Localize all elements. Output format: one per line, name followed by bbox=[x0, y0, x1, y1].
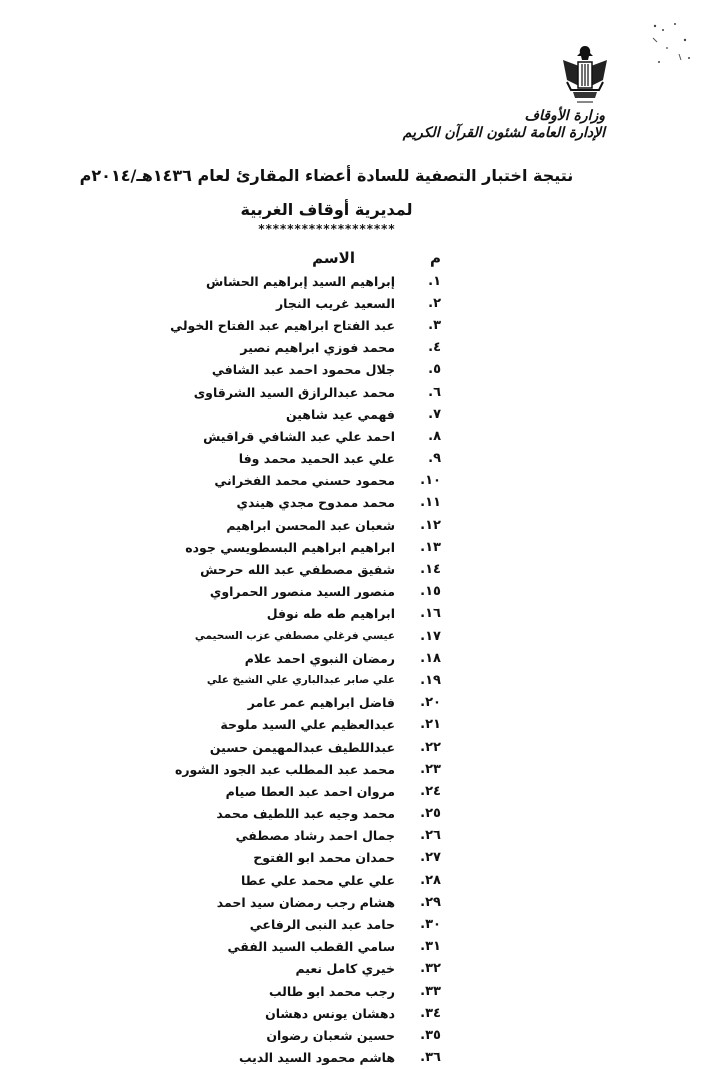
item-name: ابراهيم ابراهيم البسطويسي جوده bbox=[185, 539, 395, 555]
item-name: محمد وجيه عبد اللطيف محمد bbox=[216, 806, 395, 822]
item-number: ١١. bbox=[420, 495, 441, 511]
list-item bbox=[221, 647, 441, 669]
item-name: محمود حسني محمد الفخراني bbox=[214, 473, 395, 489]
item-name: سامي القطب السيد الفقي bbox=[227, 939, 395, 955]
item-number: ١٢. bbox=[420, 517, 441, 533]
list-item bbox=[206, 270, 441, 292]
list-item bbox=[209, 581, 441, 603]
item-name: عبدالعظيم علي السيد ملوحة bbox=[220, 717, 395, 733]
item-number: ٧. bbox=[428, 406, 441, 422]
list-item bbox=[221, 603, 441, 625]
list-item bbox=[221, 847, 441, 869]
item-name: حسين شعبان رضوان bbox=[266, 1027, 395, 1043]
list-item bbox=[221, 292, 441, 314]
list-item bbox=[221, 692, 441, 714]
item-number: ٣٦. bbox=[420, 1050, 441, 1066]
item-name: احمد علي عبد الشافي قراقيش bbox=[203, 428, 395, 444]
item-number: ٦. bbox=[428, 384, 441, 400]
list-item bbox=[221, 913, 441, 935]
item-number: ٣٥. bbox=[420, 1027, 441, 1043]
list-item bbox=[200, 558, 441, 580]
item-number: ١٤. bbox=[420, 562, 441, 578]
scan-marks-icon bbox=[645, 18, 705, 78]
item-number: ٢٧. bbox=[420, 850, 441, 866]
item-number: ٣. bbox=[428, 317, 441, 333]
item-number: ٢٤. bbox=[420, 783, 441, 799]
item-number: ٣٢. bbox=[420, 961, 441, 977]
list-item bbox=[221, 1002, 441, 1024]
item-number: ٢٠. bbox=[420, 695, 441, 711]
item-number: ٩. bbox=[428, 451, 441, 467]
item-number: ٥. bbox=[428, 362, 441, 378]
list-item bbox=[221, 1024, 441, 1046]
item-number: ٨. bbox=[428, 428, 441, 444]
list-item bbox=[203, 425, 441, 447]
item-name: شعبان عبد المحسن ابراهيم bbox=[226, 517, 395, 533]
list-item bbox=[214, 470, 441, 492]
item-name: دهشان يونس دهشان bbox=[265, 1005, 395, 1021]
item-number: ٢٨. bbox=[420, 872, 441, 888]
item-number: ١٦. bbox=[420, 606, 441, 622]
item-number: ٢١. bbox=[420, 717, 441, 733]
item-number: ١٠. bbox=[420, 473, 441, 489]
item-number: ٢. bbox=[428, 295, 441, 311]
list-item bbox=[206, 669, 441, 691]
item-number: ٢٥. bbox=[420, 806, 441, 822]
list-item bbox=[221, 825, 441, 847]
list-item bbox=[211, 359, 441, 381]
ministry-name: وزارة الأوقاف bbox=[524, 108, 605, 124]
document-title: نتيجة اختبار التصفية للسادة أعضاء المقارئ لعام ١٤٣٦هـ/٢٠١٤م bbox=[79, 166, 574, 185]
item-name: محمد فوزي ابراهيم نصير bbox=[240, 340, 395, 356]
list-item bbox=[221, 780, 441, 802]
item-name: محمد عبدالرازق السيد الشرقاوى bbox=[193, 384, 395, 400]
item-number: ١. bbox=[428, 273, 441, 289]
item-name: علي صابر عبدالباري علي الشيخ علي bbox=[206, 674, 395, 687]
list-item bbox=[221, 448, 441, 470]
item-name: عبداللطيف عبدالمهيمن حسين bbox=[209, 739, 395, 755]
list-item bbox=[221, 337, 441, 359]
item-number: ١٩. bbox=[420, 672, 441, 688]
item-name: ابراهيم طه طه نوفل bbox=[266, 606, 395, 622]
list-item bbox=[185, 536, 441, 558]
eagle-emblem-icon bbox=[559, 42, 611, 108]
separator-line: ******************* bbox=[257, 222, 396, 236]
header-num: م bbox=[430, 249, 441, 267]
item-name: خيري كامل نعيم bbox=[295, 961, 395, 977]
item-number: ٢٣. bbox=[420, 761, 441, 777]
item-name: عبد الفتاح ابراهيم عبد الفتاح الخولي bbox=[170, 317, 395, 333]
header-name: الاسم bbox=[312, 249, 355, 267]
list-header bbox=[221, 246, 441, 270]
item-name: رجب محمد ابو طالب bbox=[268, 983, 395, 999]
list-item bbox=[221, 714, 441, 736]
item-name: منصور السيد منصور الحمراوي bbox=[209, 584, 395, 600]
item-name: علي عبد الحميد محمد وفا bbox=[238, 451, 395, 467]
list-rows bbox=[170, 270, 441, 1069]
document-subtitle: لمديرية أوقاف الغربية bbox=[240, 200, 413, 219]
item-name: فاضل ابراهيم عمر عامر bbox=[247, 695, 395, 711]
item-name: مروان احمد عبد العطا صيام bbox=[225, 783, 395, 799]
list-item bbox=[193, 381, 441, 403]
item-number: ٤. bbox=[428, 340, 441, 356]
names-list bbox=[170, 246, 441, 1069]
item-number: ١٣. bbox=[420, 539, 441, 555]
list-item bbox=[221, 1047, 441, 1069]
list-item bbox=[209, 736, 441, 758]
item-name: إبراهيم السيد إبراهيم الحشاش bbox=[206, 273, 395, 289]
list-item bbox=[174, 758, 441, 780]
list-item bbox=[216, 891, 441, 913]
item-name: فهمي عيد شاهين bbox=[285, 406, 395, 422]
item-number: ٣٠. bbox=[420, 917, 441, 933]
item-number: ٣٤. bbox=[420, 1005, 441, 1021]
department-name: الإدارة العامة لشئون القرآن الكريم bbox=[402, 125, 605, 141]
item-number: ١٥. bbox=[420, 584, 441, 600]
item-number: ٢٢. bbox=[420, 739, 441, 755]
item-name: جمال احمد رشاد مصطفي bbox=[235, 828, 395, 844]
list-item bbox=[221, 936, 441, 958]
item-name: جلال محمود احمد عبد الشافي bbox=[211, 362, 395, 378]
item-name: محمد ممدوح مجدي هيندي bbox=[236, 495, 395, 511]
list-item bbox=[221, 403, 441, 425]
item-number: ٢٩. bbox=[420, 894, 441, 910]
item-number: ٣٣. bbox=[420, 983, 441, 999]
item-name: السعيد غريب النجار bbox=[275, 295, 395, 311]
list-item bbox=[216, 803, 441, 825]
item-name: هاشم محمود السيد الديب bbox=[238, 1050, 395, 1066]
item-number: ١٨. bbox=[420, 650, 441, 666]
item-name: حامد عبد النبى الرفاعي bbox=[249, 917, 395, 933]
item-name: هشام رجب رمضان سيد احمد bbox=[216, 894, 395, 910]
ministry-header bbox=[245, 108, 605, 142]
list-item bbox=[170, 314, 441, 336]
item-name: عيسي فرغلي مصطفي عزب السحيمي bbox=[194, 630, 395, 643]
list-item bbox=[221, 958, 441, 980]
item-number: ١٧. bbox=[420, 628, 441, 644]
item-name: محمد عبد المطلب عبد الجود الشوره bbox=[174, 761, 395, 777]
item-name: علي علي محمد علي عطا bbox=[240, 872, 395, 888]
list-item bbox=[221, 869, 441, 891]
list-item bbox=[194, 625, 441, 647]
list-item bbox=[221, 980, 441, 1002]
list-item bbox=[221, 514, 441, 536]
item-name: رمضان النبوي احمد علام bbox=[244, 650, 395, 666]
item-name: شفيق مصطفي عبد الله حرحش bbox=[200, 562, 395, 578]
item-number: ٣١. bbox=[420, 939, 441, 955]
item-number: ٢٦. bbox=[420, 828, 441, 844]
item-name: حمدان محمد ابو الفتوح bbox=[253, 850, 395, 866]
list-item bbox=[221, 492, 441, 514]
